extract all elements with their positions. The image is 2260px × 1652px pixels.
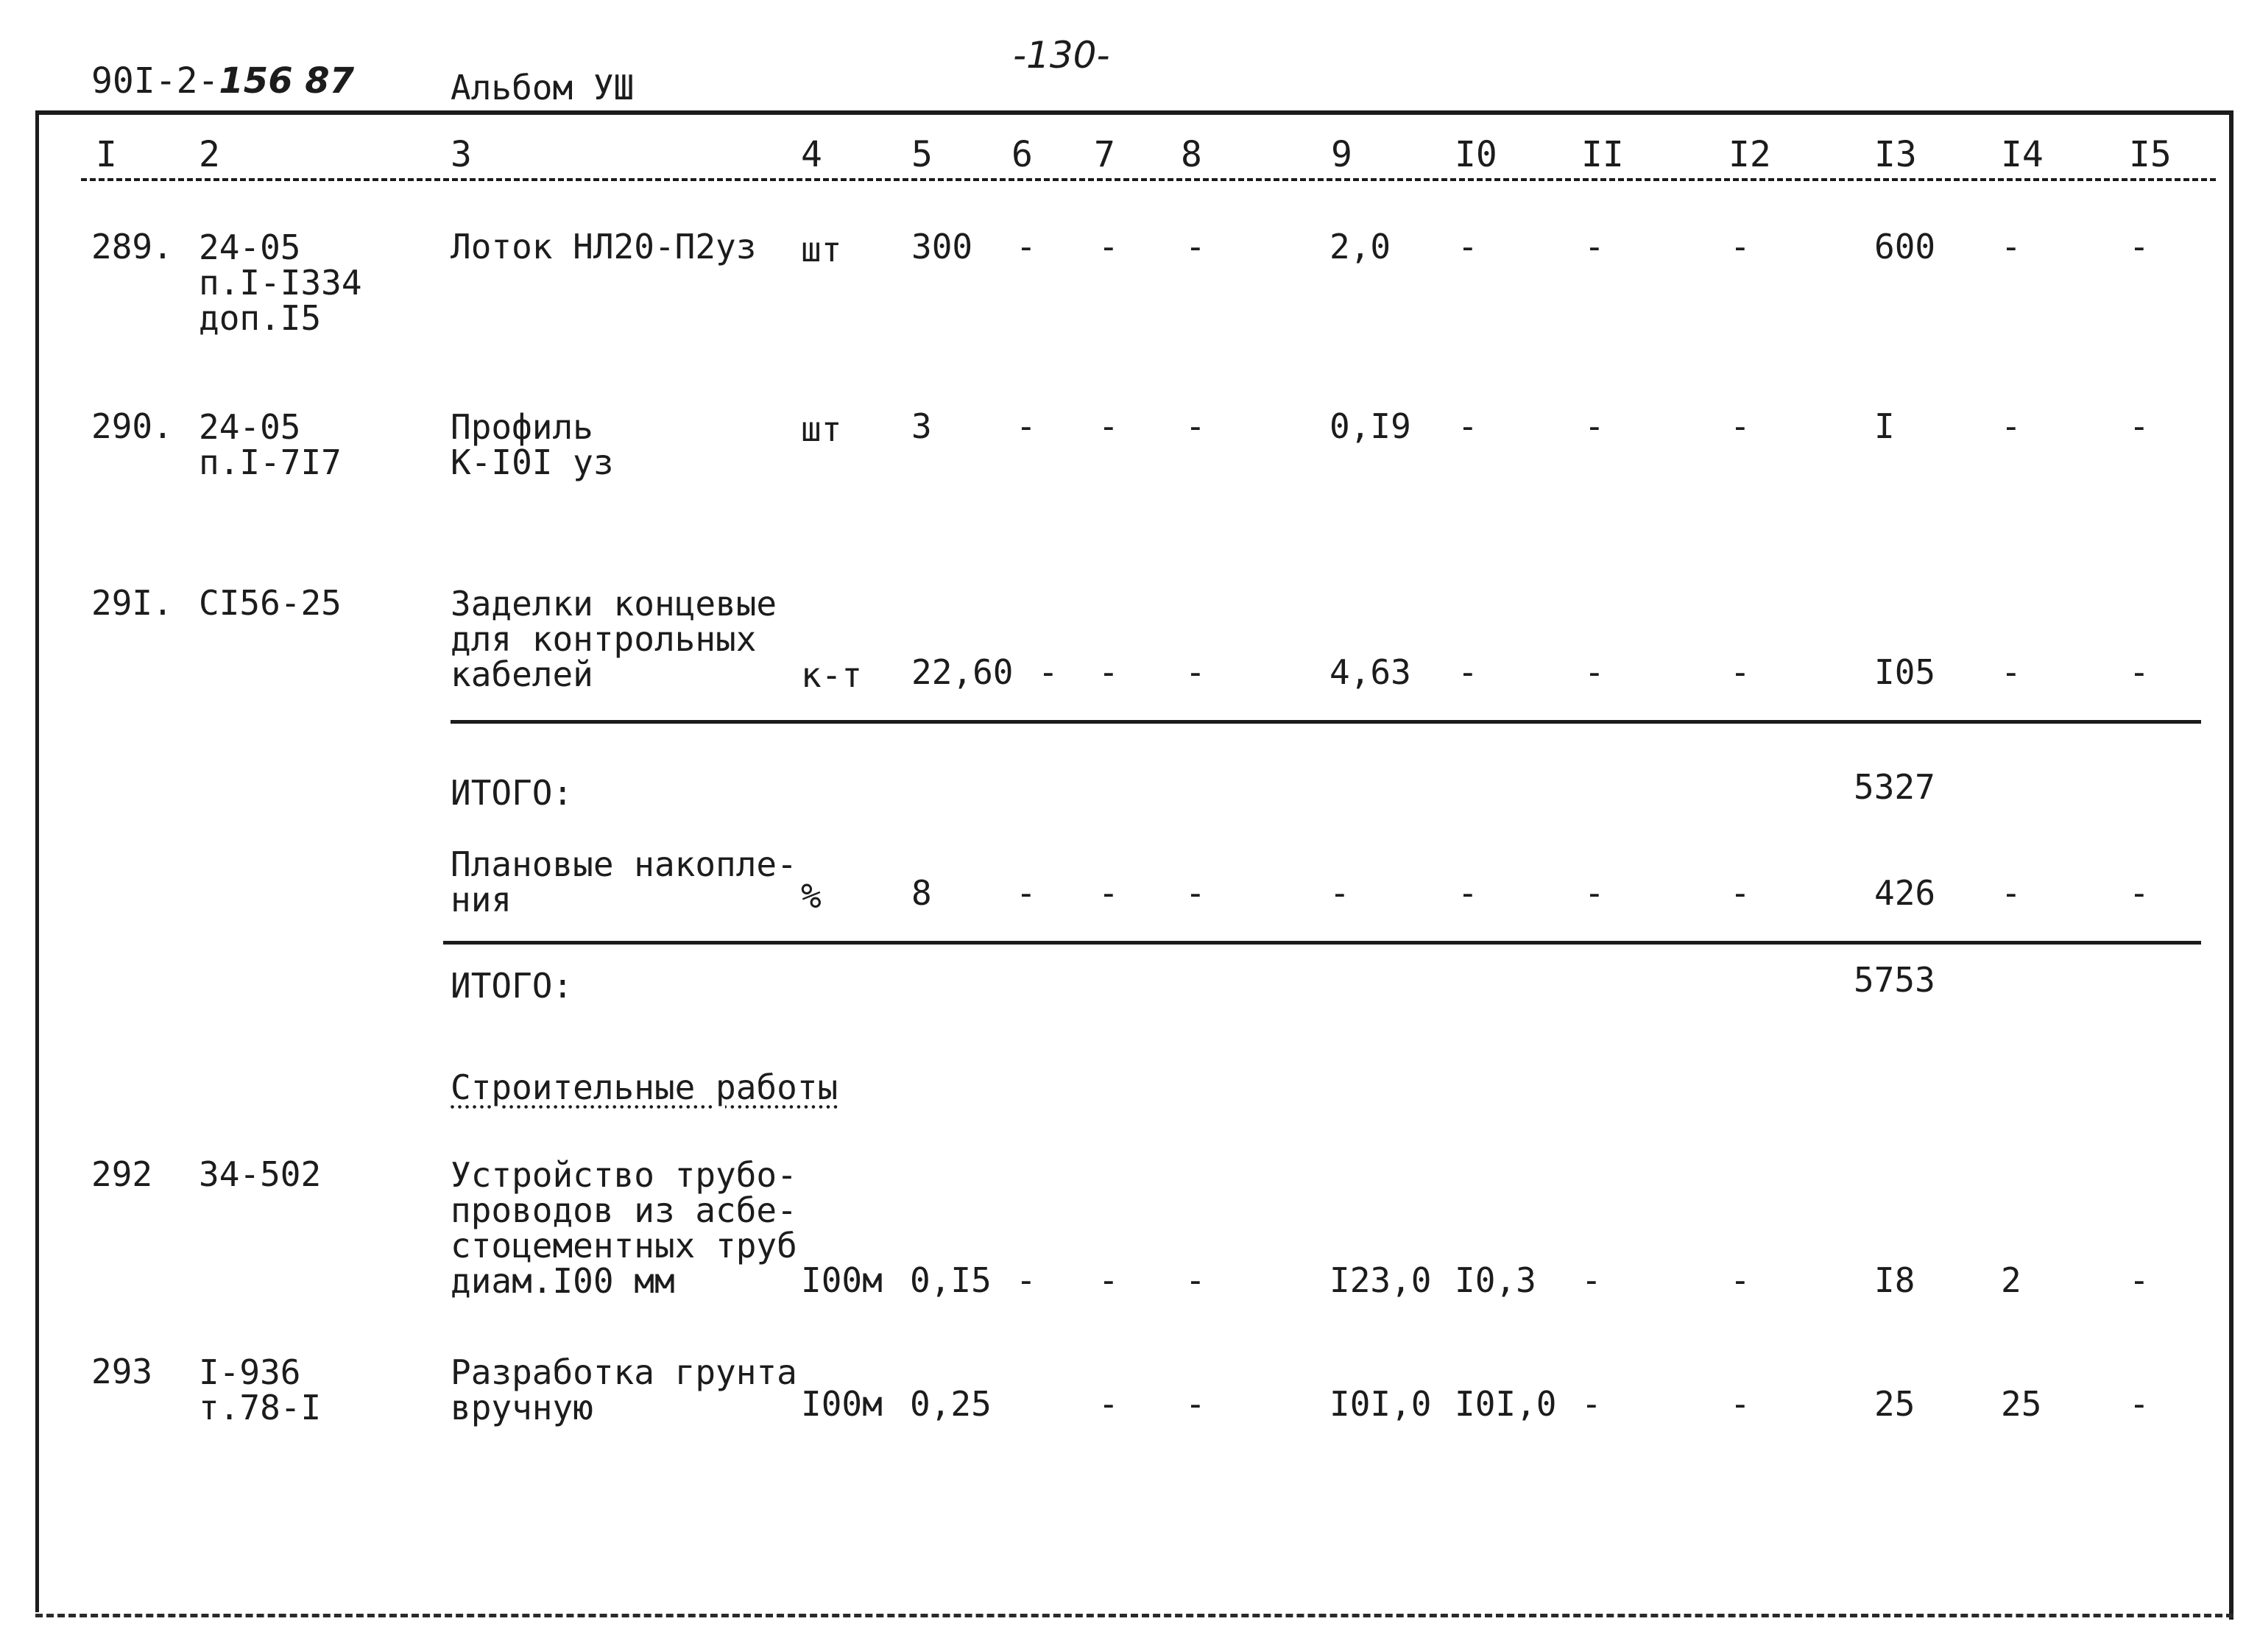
planned-savings-col15: - <box>2129 873 2150 913</box>
row-col9: 4,63 <box>1329 652 1411 692</box>
planned-savings-col7: - <box>1098 873 1119 913</box>
column-header-2: 2 <box>199 134 220 175</box>
row-col14: 25 <box>2001 1384 2042 1424</box>
row-col11: - <box>1581 1260 1602 1300</box>
planned-savings-col12: - <box>1730 873 1751 913</box>
row-col7: - <box>1098 406 1119 446</box>
row-col7: - <box>1098 1384 1119 1424</box>
row-name: Заделки концевые для контрольных кабелей <box>451 584 777 694</box>
total-separator <box>443 941 2201 945</box>
page-number: -130- <box>1013 34 1110 77</box>
row-col8: - <box>1185 652 1206 692</box>
frame-top-border <box>35 110 2233 115</box>
row-col14: - <box>2001 406 2021 446</box>
column-header-13: I3 <box>1874 134 1917 175</box>
row-code: 34-502 <box>199 1154 322 1194</box>
row-col15: - <box>2129 227 2150 266</box>
row-col7: - <box>1098 227 1119 266</box>
column-header-12: I2 <box>1728 134 1771 175</box>
column-header-10: I0 <box>1455 134 1497 175</box>
column-header-rule <box>81 178 2216 181</box>
column-header-6: 6 <box>1011 134 1033 175</box>
row-unit: к-т <box>801 655 863 695</box>
column-header-3: 3 <box>451 134 472 175</box>
row-col12: - <box>1730 227 1751 266</box>
row-unit: шт <box>801 409 842 449</box>
row-col11: - <box>1584 227 1605 266</box>
row-col13: I8 <box>1874 1260 1915 1300</box>
row-col11: - <box>1584 652 1605 692</box>
row-number: 29I. <box>91 583 173 623</box>
column-header-5: 5 <box>911 134 933 175</box>
planned-savings-col14: - <box>2001 873 2021 913</box>
row-col13: I <box>1874 406 1895 446</box>
frame-bottom-border <box>35 1614 2233 1617</box>
row-col8: - <box>1185 1384 1206 1424</box>
row-name: Разработка грунта вручную <box>451 1352 797 1427</box>
row-qty: 300 <box>911 227 973 266</box>
row-col15: - <box>2129 1384 2150 1424</box>
column-header-9: 9 <box>1331 134 1352 175</box>
row-col9: 2,0 <box>1329 227 1391 266</box>
row-col10: I0,3 <box>1455 1260 1536 1300</box>
frame-right-border <box>2229 110 2233 1620</box>
row-unit: I00м <box>801 1260 883 1300</box>
row-col14: 2 <box>2001 1260 2021 1300</box>
row-col12: - <box>1730 1260 1751 1300</box>
row-col6: - <box>1038 652 1059 692</box>
document-code-handwritten: 156 87 <box>219 60 355 102</box>
row-col12: - <box>1730 652 1751 692</box>
row-code: 24-05 п.I-7I7 <box>199 407 342 482</box>
column-header-14: I4 <box>2001 134 2044 175</box>
row-name: Лоток НЛ20-П2уз <box>451 227 757 266</box>
row-col8: - <box>1185 406 1206 446</box>
row-col7: - <box>1098 1260 1119 1300</box>
row-col10: - <box>1458 227 1478 266</box>
row-col15: - <box>2129 406 2150 446</box>
row-col10: - <box>1458 406 1478 446</box>
column-header-11: II <box>1581 134 1624 175</box>
row-col11: - <box>1581 1384 1602 1424</box>
row-name: Устройство трубо- проводов из асбе- стоцементных труб диам.I00 мм <box>451 1155 797 1301</box>
row-col8: - <box>1185 227 1206 266</box>
row-unit: I00м <box>801 1384 883 1424</box>
row-col14: - <box>2001 652 2021 692</box>
row-col9: I23,0 <box>1329 1260 1432 1300</box>
row-code: I-936 т.78-I <box>199 1352 322 1427</box>
row-code: 24-05 п.I-I334 доп.I5 <box>199 227 362 338</box>
row-col13: I05 <box>1874 652 1936 692</box>
row-col12: - <box>1730 406 1751 446</box>
total-value: 5753 <box>1854 960 1935 1000</box>
row-qty: 22,60 <box>911 652 1014 692</box>
row-col9: I0I,0 <box>1329 1384 1432 1424</box>
planned-savings-col8: - <box>1185 873 1206 913</box>
planned-savings-col13: 426 <box>1874 873 1936 913</box>
planned-savings-col9: - <box>1329 873 1350 913</box>
album-label: Альбом УШ <box>451 68 635 107</box>
planned-savings-col10: - <box>1458 873 1478 913</box>
column-header-1: I <box>96 134 117 175</box>
row-qty: 3 <box>911 406 932 446</box>
row-col7: - <box>1098 652 1119 692</box>
row-unit: шт <box>801 230 842 269</box>
frame-left-border <box>35 110 39 1612</box>
row-name: Профиль К-I0I уз <box>451 407 614 482</box>
column-header-4: 4 <box>801 134 822 175</box>
row-number: 292 <box>91 1154 153 1194</box>
row-code: CI56-25 <box>199 583 342 623</box>
row-col13: 600 <box>1874 227 1936 266</box>
planned-savings-qty: 8 <box>911 873 932 913</box>
section-title: Строительные работы <box>451 1067 838 1107</box>
document-code <box>91 60 355 102</box>
row-col10: - <box>1458 652 1478 692</box>
subtotal-separator <box>451 720 2201 724</box>
planned-savings-unit: % <box>801 876 822 916</box>
row-col15: - <box>2129 652 2150 692</box>
planned-savings-col6: - <box>1016 873 1037 913</box>
row-qty: 0,I5 <box>910 1260 992 1300</box>
subtotal-value: 5327 <box>1854 767 1935 807</box>
planned-savings-name: Плановые накопле- ния <box>451 844 797 919</box>
column-header-15: I5 <box>2129 134 2172 175</box>
row-col9: 0,I9 <box>1329 406 1411 446</box>
row-col10: I0I,0 <box>1455 1384 1557 1424</box>
row-col13: 25 <box>1874 1384 1915 1424</box>
total-label: ИТОГО: <box>451 966 573 1006</box>
row-number: 289. <box>91 227 173 266</box>
row-col14: - <box>2001 227 2021 266</box>
column-header-8: 8 <box>1181 134 1202 175</box>
row-col15: - <box>2129 1260 2150 1300</box>
row-qty: 0,25 <box>910 1384 992 1424</box>
row-number: 293 <box>91 1352 153 1391</box>
row-col6: - <box>1016 406 1037 446</box>
row-col6: - <box>1016 1260 1037 1300</box>
row-col6: - <box>1016 227 1037 266</box>
row-col11: - <box>1584 406 1605 446</box>
row-number: 290. <box>91 406 173 446</box>
planned-savings-col11: - <box>1584 873 1605 913</box>
subtotal-label: ИТОГО: <box>451 773 573 813</box>
row-col8: - <box>1185 1260 1206 1300</box>
document-code-printed: 90I-2- <box>91 60 219 102</box>
row-col12: - <box>1730 1384 1751 1424</box>
column-header-7: 7 <box>1094 134 1115 175</box>
